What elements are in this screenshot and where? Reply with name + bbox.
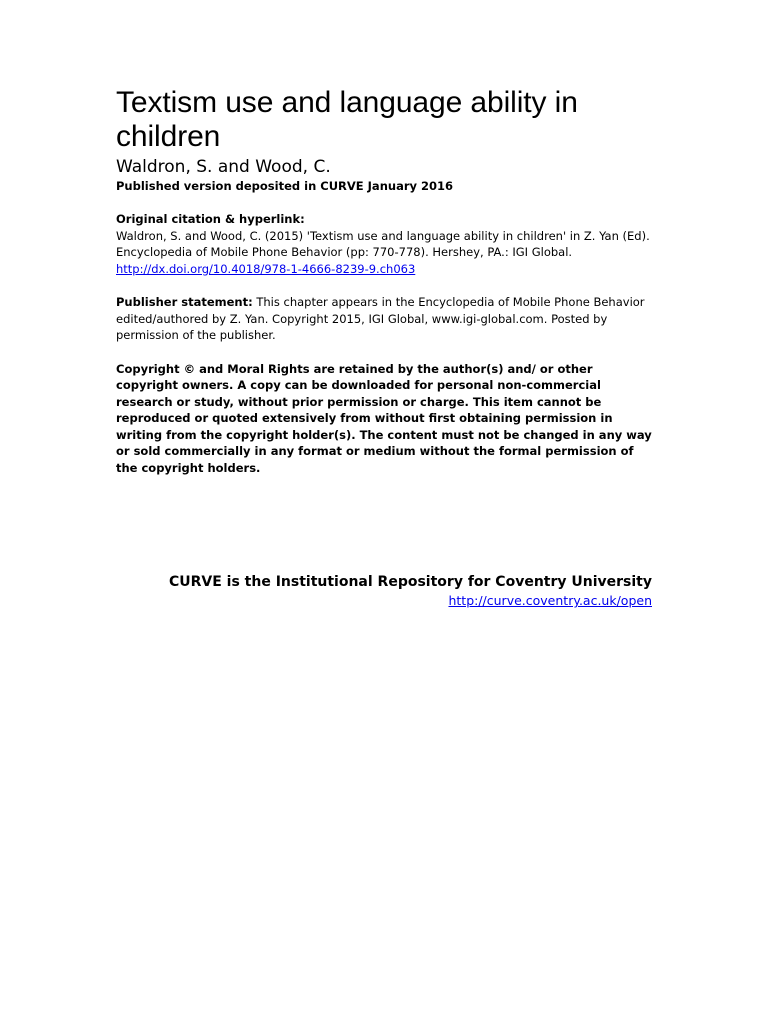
repository-link-row xyxy=(116,592,652,610)
deposit-note: Published version deposited in CURVE January 2016 xyxy=(116,179,454,193)
citation-line-1: Waldron, S. and Wood, C. (2015) 'Textism use and language ability in children' in Z. Yan (Ed). xyxy=(116,228,650,243)
copyright-notice: Copyright © and Moral Rights are retained by the author(s) and/ or other copyright owners. A copy can be downloaded for personal non-commercial research or study, without prior permission or charge. This item cannot be reproduced or quoted extensively from without first obtaining permission in writing from the copyright holder(s). The content must not be changed in any way or sold commercially in any format or medium without the formal permission of the copyright holders. xyxy=(116,361,652,475)
repository-link[interactable]: http://curve.coventry.ac.uk/open xyxy=(448,593,652,608)
document-title: Textism use and language ability in children xyxy=(116,86,578,153)
spacer xyxy=(116,344,652,361)
document-body xyxy=(116,86,652,476)
publisher-statement-text: This chapter appears in the Encyclopedia of Mobile Phone Behavior edited/authored by Z. Yan. Copyright 2015, IGI Global, www.igi-global.com. Posted by permission of the publisher. xyxy=(116,295,645,342)
repository-footer xyxy=(116,572,652,610)
citation-doi-link[interactable]: http://dx.doi.org/10.4018/978-1-4666-8239-9.ch063 xyxy=(116,261,416,276)
spacer xyxy=(116,277,652,294)
publisher-statement-label: Publisher statement: xyxy=(116,295,253,309)
citation-link-row xyxy=(116,261,652,278)
document-authors: Waldron, S. and Wood, C. xyxy=(116,157,331,177)
repository-title: CURVE is the Institutional Repository for Coventry University xyxy=(168,574,652,590)
citation-heading: Original citation & hyperlink: xyxy=(116,212,305,226)
publisher-statement xyxy=(116,294,652,344)
citation-line-2: Encyclopedia of Mobile Phone Behavior (pp: 770-778). Hershey, PA.: IGI Global. xyxy=(116,245,573,259)
spacer xyxy=(116,194,652,211)
